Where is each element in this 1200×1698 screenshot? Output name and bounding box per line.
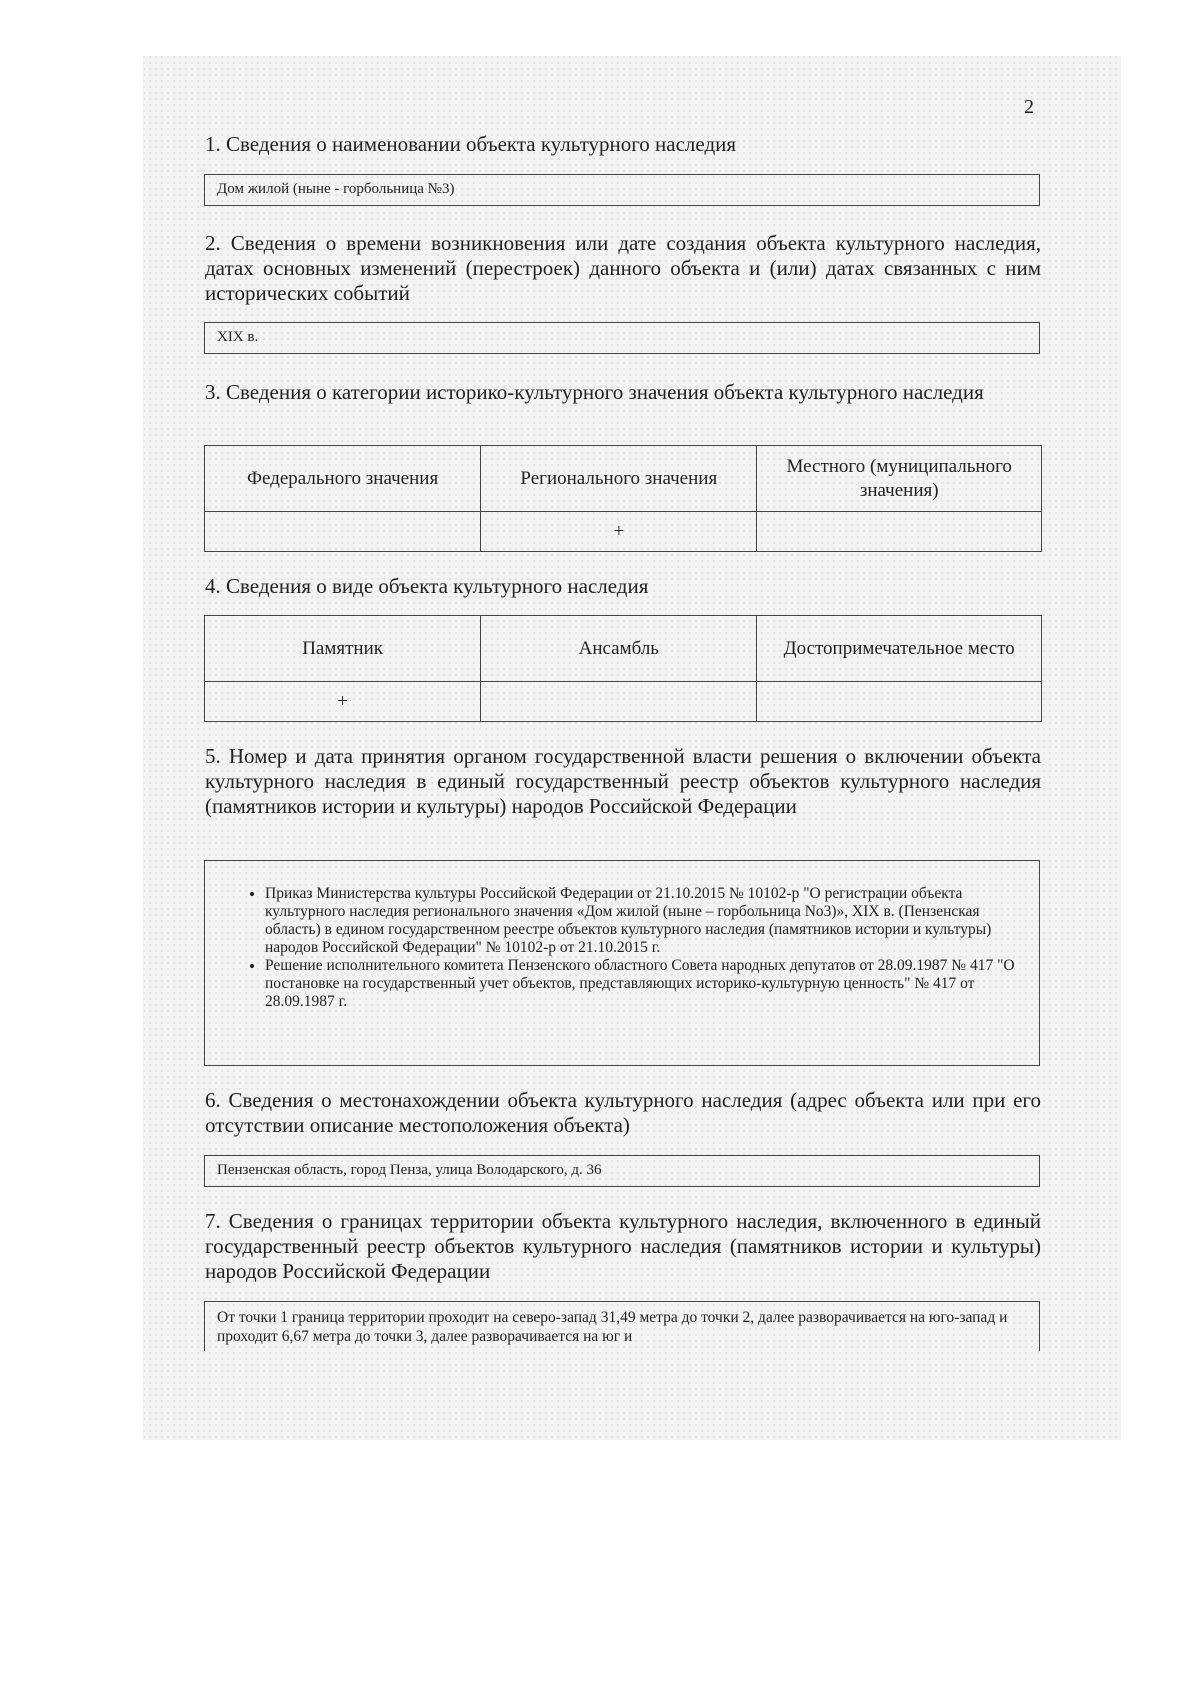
- cell-local: [757, 512, 1042, 552]
- cell-regional: +: [481, 512, 757, 552]
- cell-monument: +: [205, 682, 481, 722]
- section-1-heading: 1. Сведения о наименовании объекта культурного наследия: [205, 132, 737, 156]
- col-ensemble: Ансамбль: [481, 616, 757, 682]
- cell-ensemble: [481, 682, 757, 722]
- col-local: Местного (муниципального значения): [757, 446, 1042, 512]
- section-5-heading: 5. Номер и дата принятия органом государственной власти решения о включении объекта культурного наследия в единый государственный реестр объектов культурного наследия (памятников истории и культуры) народов Российской Федерации: [205, 744, 1041, 818]
- cell-landmark: [757, 682, 1042, 722]
- section-2-value: XIX в.: [204, 322, 1040, 354]
- object-type-table: [204, 615, 1042, 722]
- cell-federal: [205, 512, 481, 552]
- section-4-heading: 4. Сведения о виде объекта культурного наследия: [205, 574, 649, 598]
- registry-decisions-box: [204, 860, 1040, 1066]
- col-monument: Памятник: [205, 616, 481, 682]
- list-item: • Приказ Министерства культуры Российской Федерации от 21.10.2015 № 10102-р "О регистрации объекта культурного наследия регионального значения «Дом жилой (ныне – горбольница No3)», XIX в. (Пензенская область) в едином государственном реестре объектов культурного наследия (памятников истории и культуры) народов Российской Федерации" № 10102-р от 21.10.2015 г.: [265, 885, 1027, 957]
- section-1-value: Дом жилой (ныне - горбольница №3): [204, 174, 1040, 206]
- page-number: 2: [1024, 96, 1034, 118]
- col-regional: Регионального значения: [481, 446, 757, 512]
- list-item: • Решение исполнительного комитета Пензенского областного Совета народных депутатов от 28.09.1987 № 417 "О постановке на государственный учет объектов, представляющих историко-культурную ценность" № 417 от 28.09.1987 г.: [265, 957, 1027, 1011]
- registry-decisions-list: [205, 885, 1027, 1011]
- section-2-heading: 2. Сведения о времени возникновения или дате создания объекта культурного наследия, датах основных изменений (перестроек) данного объекта и (или) датах связанных с ним исторических событий: [205, 231, 1041, 305]
- significance-category-table: [204, 445, 1042, 552]
- section-6-value: Пензенская область, город Пенза, улица Володарского, д. 36: [204, 1155, 1040, 1187]
- section-3-heading: 3. Сведения о категории историко-культурного значения объекта культурного наследия: [205, 380, 984, 404]
- section-7-value: От точки 1 граница территории проходит на северо-запад 31,49 метра до точки 2, далее разворачивается на юго-запад и проходит 6,67 метра до точки 3, далее разворачивается на юг и: [204, 1301, 1040, 1351]
- col-federal: Федерального значения: [205, 446, 481, 512]
- section-6-heading: 6. Сведения о местонахождении объекта культурного наследия (адрес объекта или при его отсутствии описание местоположения объекта): [205, 1088, 1041, 1137]
- section-7-heading: 7. Сведения о границах территории объекта культурного наследия, включенного в единый государственный реестр объектов культурного наследия (памятников истории и культуры) народов Российской Федерации: [205, 1209, 1041, 1283]
- col-landmark: Достопримечательное место: [757, 616, 1042, 682]
